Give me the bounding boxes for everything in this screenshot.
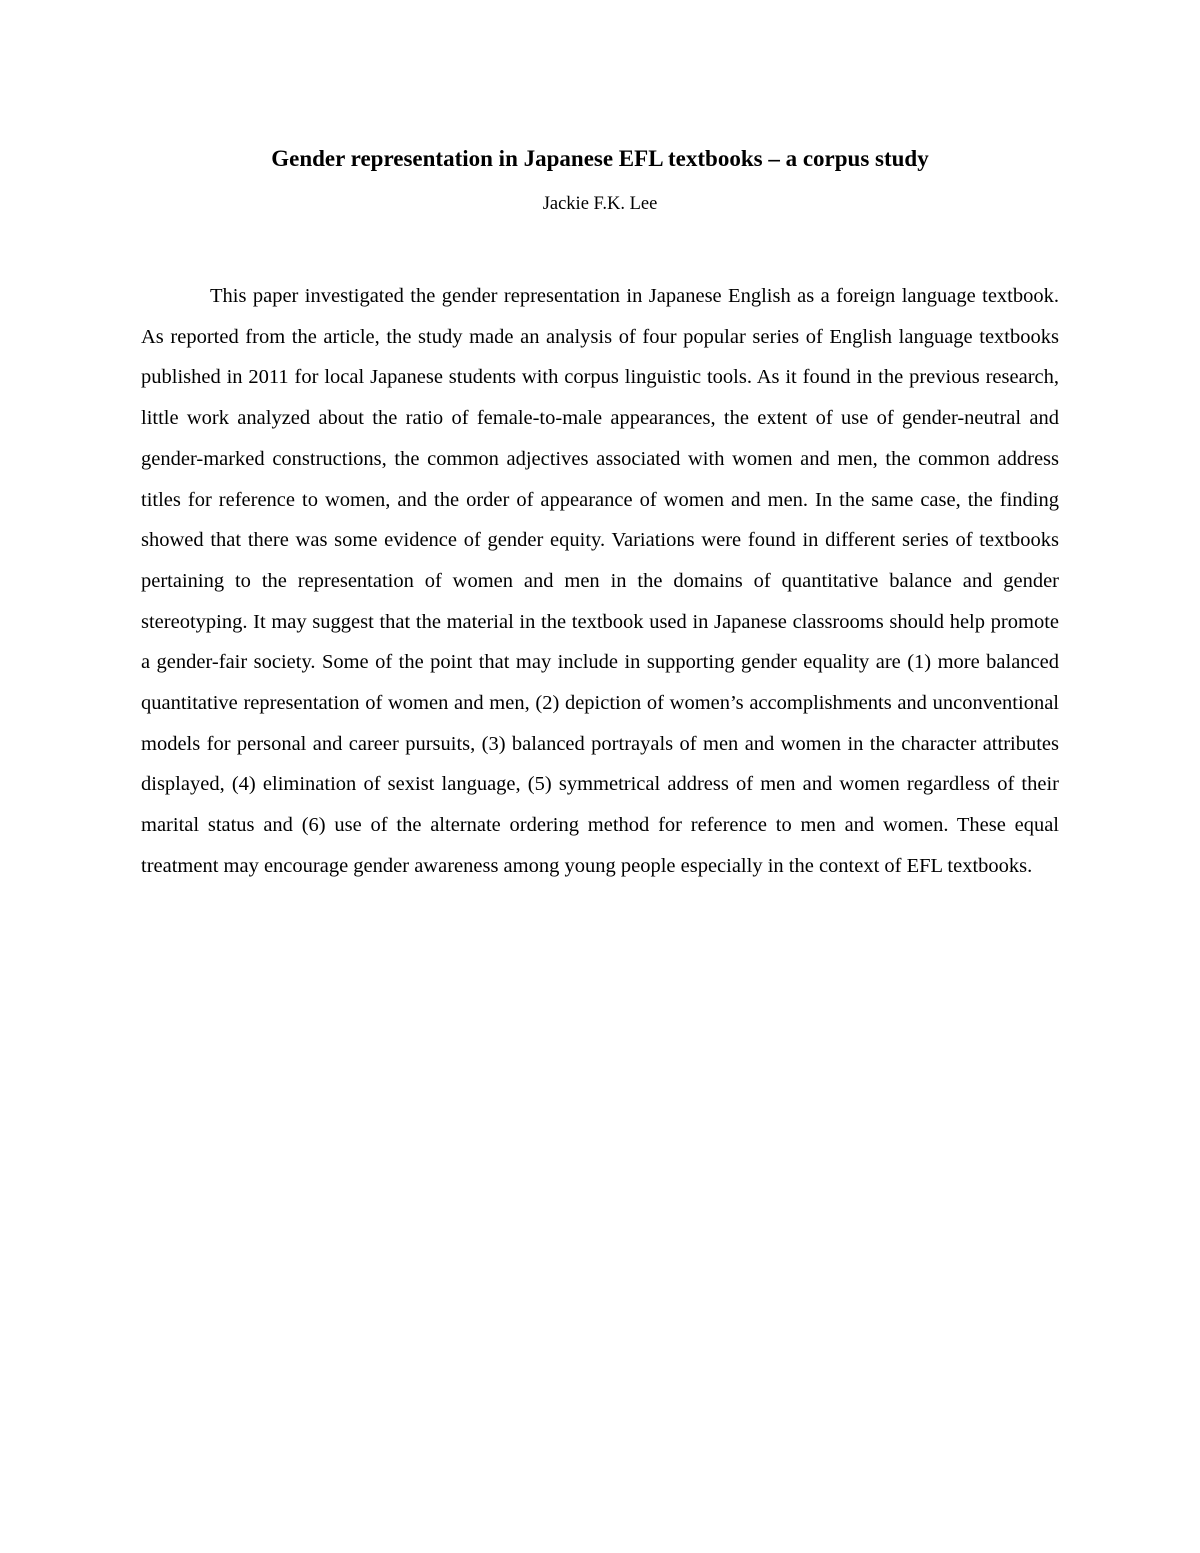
document-body-paragraph: This paper investigated the gender representation in Japanese English as a foreign language textbook. As reported from the article, the study made an analysis of four popular series of English language textbooks published in 2011 for local Japanese students with corpus linguistic tools. As it found in the previous research, little work analyzed about the ratio of female-to-male appearances, the extent of use of gender-neutral and gender-marked constructions, the common adjectives associated with women and men, the common address titles for reference to women, and the order of appearance of women and men. In the same case, the finding showed that there was some evidence of gender equity. Variations were found in different series of textbooks pertaining to the representation of women and men in the domains of quantitative balance and gender stereotyping. It may suggest that the material in the textbook used in Japanese classrooms should help promote a gender-fair society. Some of the point that may include in supporting gender equality are (1) more balanced quantitative representation of women and men, (2) depiction of women’s accomplishments and unconventional models for personal and career pursuits, (3) balanced portrayals of men and women in the character attributes displayed, (4) elimination of sexist language, (5) symmetrical address of men and women regardless of their marital status and (6) use of the alternate ordering method for reference to men and women. These equal treatment may encourage gender awareness among young people especially in the context of EFL textbooks. — [141, 285, 1059, 877]
document-author: Jackie F.K. Lee — [542, 194, 658, 214]
document-title: Gender representation in Japanese EFL textbooks – a corpus study — [271, 146, 929, 171]
